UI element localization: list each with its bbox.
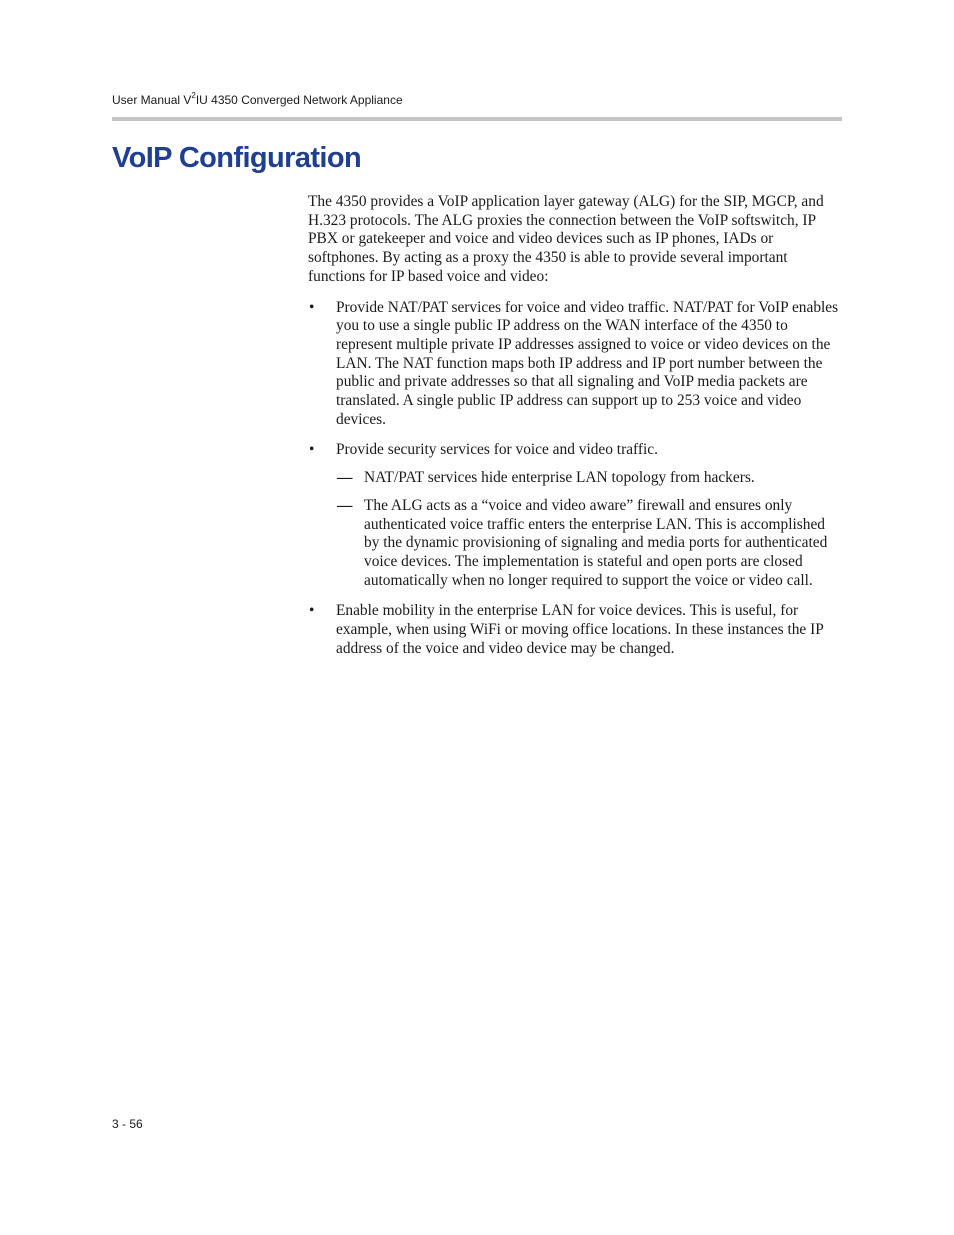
sub-item-firewall: [336, 497, 842, 591]
bullet-list: [308, 299, 842, 659]
sub-item-text: The ALG acts as a “voice and video aware” firewall and ensures only authenticated voice traffic enters the enterprise LAN. This is accomplished by the dynamic provisioning of signaling and media ports for authenticated voice devices. The implementation is stateful and open ports are closed automatically when no longer required to support the voice or video call.: [364, 496, 828, 589]
header-superscript: 2: [191, 91, 196, 100]
page-number: 3 - 56: [112, 1117, 143, 1131]
intro-paragraph: The 4350 provides a VoIP application layer gateway (ALG) for the SIP, MGCP, and H.323 protocols. The ALG proxies the connection between the VoIP softswitch, IP PBX or gatekeeper and voice and video devices such as IP phones, IADs or softphones. By acting as a proxy the 4350 is able to provide several important functions for IP based voice and video:: [308, 193, 824, 285]
header-suffix: IU 4350 Converged Network Appliance: [195, 93, 403, 107]
header-rule: [112, 117, 842, 121]
running-header: [112, 93, 403, 107]
sub-item-text: NAT/PAT services hide enterprise LAN topology from hackers.: [364, 469, 755, 487]
page-title: VoIP Configuration: [112, 142, 362, 174]
dash-marker: —: [337, 469, 353, 487]
bullet-item-mobility: [308, 602, 842, 658]
sub-item-topology: [336, 469, 842, 488]
bullet-item-nat-pat: [308, 299, 842, 430]
bullet-marker: •: [309, 298, 315, 316]
sub-list: [336, 469, 842, 590]
dash-marker: —: [337, 496, 353, 514]
bullet-marker: •: [309, 441, 315, 459]
bullet-text: Enable mobility in the enterprise LAN for voice devices. This is useful, for example, when using WiFi or moving office locations. In these instances the IP address of the voice and video device may be changed.: [336, 602, 824, 657]
bullet-text: Provide security services for voice and video traffic.: [336, 441, 658, 459]
bullet-marker: •: [309, 602, 315, 620]
header-prefix: User Manual V: [112, 93, 192, 107]
bullet-text: Provide NAT/PAT services for voice and video traffic. NAT/PAT for VoIP enables you to use a single public IP address on the WAN interface of the 4350 to represent multiple private IP addresses assigned to voice or video devices on the LAN. The NAT function maps both IP address and IP port number between the public and private addresses so that all signaling and VoIP media packets are translated. A single public IP address can support up to 253 voice and video devices.: [336, 298, 839, 428]
bullet-item-security: [308, 441, 842, 590]
body-text: [308, 193, 842, 670]
